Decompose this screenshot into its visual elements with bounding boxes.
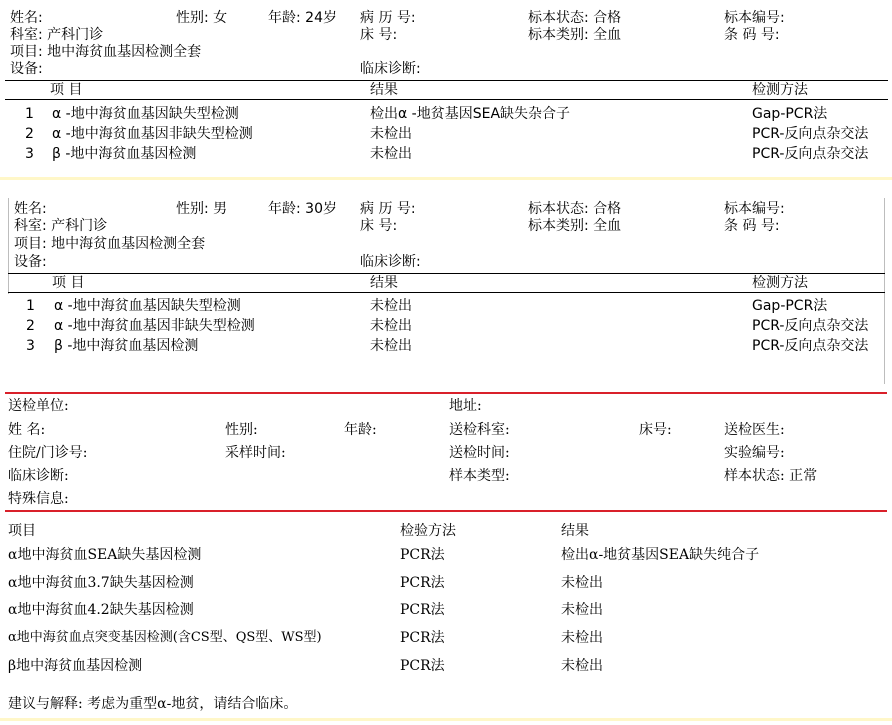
row-item: β -地中海贫血基因检测 — [52, 146, 197, 162]
table-top-rule — [5, 80, 888, 81]
row-number: 3 — [26, 338, 35, 354]
row-method: PCR法 — [400, 602, 445, 618]
row-result: 未检出 — [370, 126, 412, 142]
report-3 — [0, 390, 892, 725]
report-2 — [0, 190, 892, 390]
diagnosis-label: 临床诊断: — [360, 254, 421, 270]
bed-no-label: 床 号: — [360, 218, 398, 234]
age-field: 年龄: 30岁 — [268, 201, 337, 217]
row-item: β地中海贫血基因检测 — [8, 658, 143, 674]
row-item: α地中海贫血SEA缺失基因检测 — [8, 547, 202, 563]
bed-no-label: 床 号: — [360, 27, 398, 43]
row-item: α -地中海贫血基因非缺失型检测 — [54, 318, 255, 334]
mid-red-rule — [5, 510, 887, 512]
result-header: 结果 — [370, 82, 398, 98]
name-label: 姓 名: — [8, 422, 46, 438]
row-item: α地中海贫血4.2缺失基因检测 — [8, 602, 194, 618]
address-label: 地址: — [449, 398, 482, 414]
row-item: α -地中海贫血基因缺失型检测 — [52, 106, 239, 122]
result-header: 结果 — [561, 523, 589, 539]
diagnosis-label: 临床诊断: — [360, 61, 421, 77]
row-number: 2 — [25, 126, 34, 142]
dept-field: 科室: 产科门诊 — [14, 218, 108, 234]
gender-field: 性别: 女 — [176, 10, 228, 26]
row-number: 3 — [25, 146, 34, 162]
age-field: 年龄: 24岁 — [268, 10, 337, 26]
device-label: 设备: — [10, 61, 43, 77]
name-label: 姓名: — [14, 201, 47, 217]
row-result: 未检出 — [370, 146, 412, 162]
name-label: 姓名: — [10, 10, 43, 26]
method-header: 检测方法 — [752, 82, 808, 98]
row-method: Gap-PCR法 — [752, 298, 828, 314]
row-result: 未检出 — [561, 575, 603, 591]
bottom-divider — [0, 718, 892, 721]
row-method: PCR-反向点杂交法 — [752, 338, 869, 354]
gender-field: 性别: 男 — [176, 201, 228, 217]
row-method: PCR-反向点杂交法 — [752, 318, 869, 334]
gender-label: 性别: — [225, 422, 258, 438]
record-no-label: 病 历 号: — [360, 10, 416, 26]
row-number: 2 — [26, 318, 35, 334]
item-header: 项目 — [8, 523, 36, 539]
table-top-rule — [8, 273, 885, 274]
sample-status: 样本状态: 正常 — [724, 468, 818, 484]
specimen-status: 标本状态: 合格 — [528, 10, 622, 26]
row-result: 未检出 — [561, 658, 603, 674]
row-result: 未检出 — [561, 602, 603, 618]
lab-no-label: 实验编号: — [724, 445, 785, 461]
barcode-label: 条 码 号: — [724, 218, 780, 234]
header-rule — [5, 99, 888, 100]
specimen-no-label: 标本编号: — [724, 10, 785, 26]
bed-label: 床号: — [639, 422, 672, 438]
row-result: 未检出 — [561, 630, 603, 646]
row-method: PCR法 — [400, 630, 445, 646]
row-result: 未检出 — [370, 298, 412, 314]
specimen-no-label: 标本编号: — [724, 201, 785, 217]
row-item: β -地中海贫血基因检测 — [54, 338, 199, 354]
row-item: α -地中海贫血基因缺失型检测 — [54, 298, 241, 314]
row-method: PCR法 — [400, 575, 445, 591]
barcode-label: 条 码 号: — [724, 27, 780, 43]
sample-time-label: 采样时间: — [225, 445, 286, 461]
method-header: 检验方法 — [400, 523, 456, 539]
row-result: 未检出 — [370, 338, 412, 354]
item-header: 项 目 — [52, 275, 85, 291]
row-method: Gap-PCR法 — [752, 106, 828, 122]
specimen-status: 标本状态: 合格 — [528, 201, 622, 217]
result-header: 结果 — [370, 275, 398, 291]
inpatient-no-label: 住院/门诊号: — [8, 445, 88, 461]
row-number: 1 — [26, 298, 35, 314]
record-no-label: 病 历 号: — [360, 201, 416, 217]
device-label: 设备: — [14, 254, 47, 270]
advice-text: 建议与解释: 考虑为重型α-地贫，请结合临床。 — [8, 696, 298, 712]
left-border — [8, 198, 9, 294]
top-red-rule — [5, 392, 887, 394]
project-field: 项目: 地中海贫血基因检测全套 — [14, 236, 206, 252]
doctor-label: 送检医生: — [724, 422, 785, 438]
row-item: α地中海贫血3.7缺失基因检测 — [8, 575, 194, 591]
row-method: PCR法 — [400, 547, 445, 563]
specimen-type: 标本类别: 全血 — [528, 218, 622, 234]
unit-label: 送检单位: — [8, 398, 69, 414]
send-time-label: 送检时间: — [449, 445, 510, 461]
project-field: 项目: 地中海贫血基因检测全套 — [10, 44, 202, 60]
row-method: PCR-反向点杂交法 — [752, 126, 869, 142]
method-header: 检测方法 — [752, 275, 808, 291]
special-info-label: 特殊信息: — [8, 491, 69, 507]
header-rule — [8, 292, 885, 293]
right-border — [884, 198, 885, 384]
section-divider — [0, 177, 892, 180]
item-header: 项 目 — [50, 82, 83, 98]
report-1 — [0, 0, 892, 180]
row-result: 检出α-地贫基因SEA缺失纯合子 — [561, 547, 760, 563]
row-number: 1 — [25, 106, 34, 122]
row-method: PCR-反向点杂交法 — [752, 146, 869, 162]
sample-type-label: 样本类型: — [449, 468, 510, 484]
row-result: 检出α -地贫基因SEA缺失杂合子 — [370, 106, 571, 122]
dept-field: 科室: 产科门诊 — [10, 27, 104, 43]
dept-label: 送检科室: — [449, 422, 510, 438]
row-method: PCR法 — [400, 658, 445, 674]
age-label: 年龄: — [344, 422, 377, 438]
row-item: α -地中海贫血基因非缺失型检测 — [52, 126, 253, 142]
row-item: α地中海贫血点突变基因检测(含CS型、QS型、WS型) — [8, 630, 322, 645]
row-result: 未检出 — [370, 318, 412, 334]
diagnosis-label: 临床诊断: — [8, 468, 69, 484]
specimen-type: 标本类别: 全血 — [528, 27, 622, 43]
